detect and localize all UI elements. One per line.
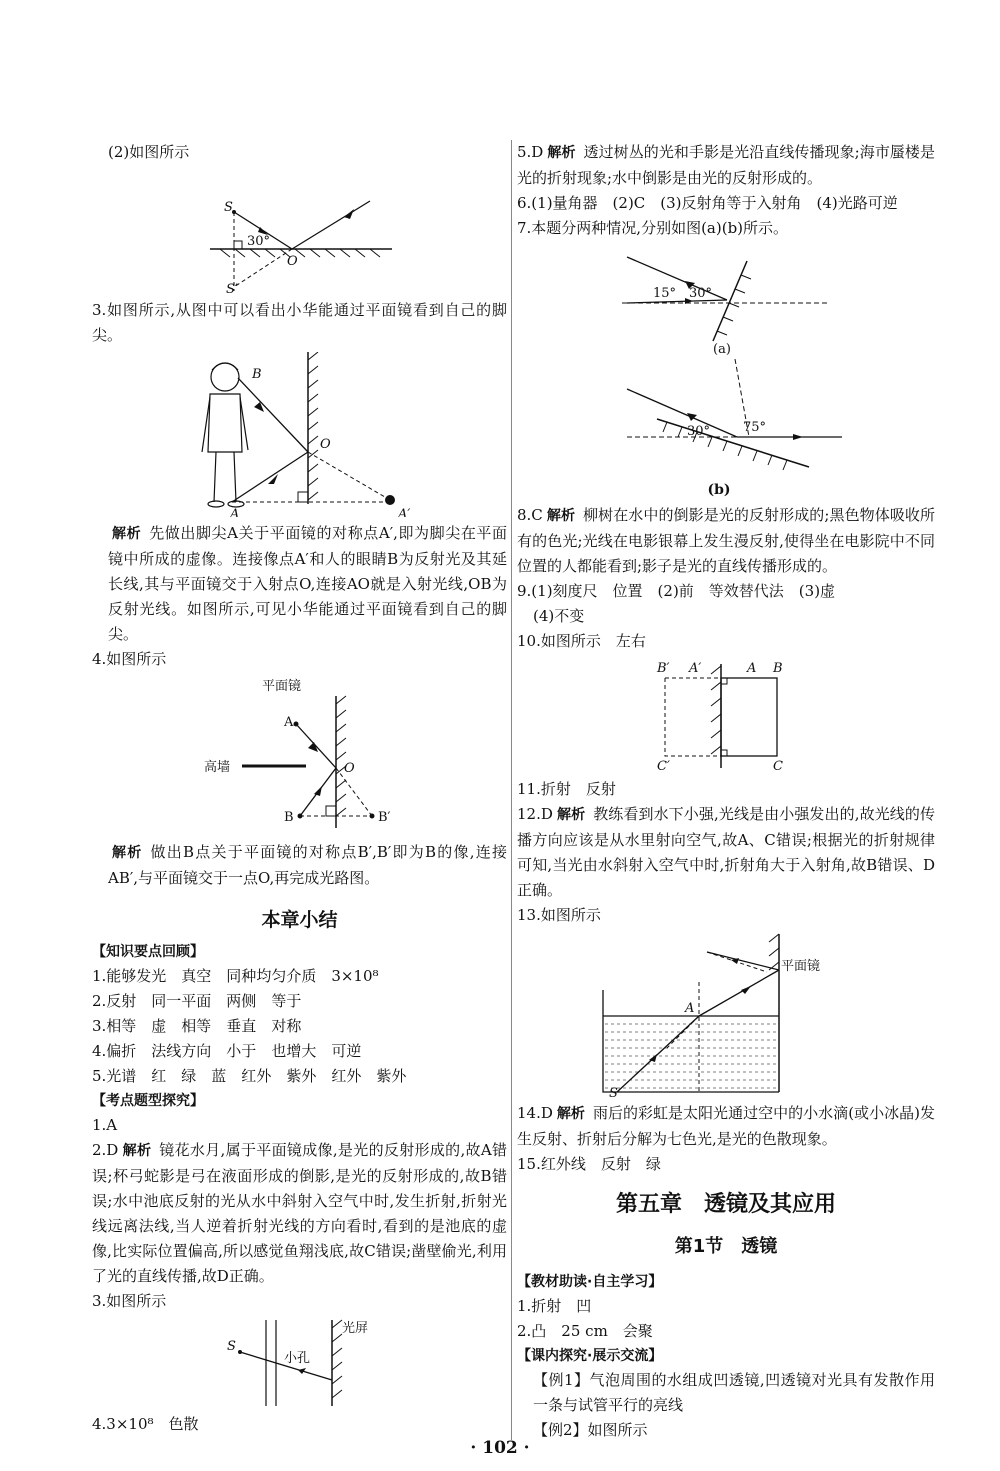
guide-2: 2.凸 25 cm 会聚 xyxy=(517,1322,653,1340)
label-s: S xyxy=(227,1339,236,1354)
example-2: 【例2】如图所示 xyxy=(533,1421,648,1439)
label-mirror: 平面镜 xyxy=(781,959,821,974)
example-1: 【例1】气泡周围的水组成凹透镜,凹透镜对光具有发散作用 一条与试管平行的亮线 xyxy=(533,1371,951,1414)
review-line-4: 4.偏折 法线方向 小于 也增大 可逆 xyxy=(92,1042,362,1060)
review-line-5: 5.光谱 红 绿 蓝 红外 紫外 红外 紫外 xyxy=(92,1067,407,1085)
label-s: S xyxy=(609,1086,618,1097)
figure-13 xyxy=(517,932,935,1097)
label-a-prime: A′ xyxy=(689,661,702,676)
label-o: O xyxy=(344,761,355,776)
figure-pinhole xyxy=(92,1318,507,1408)
explore-4: 4.3×10⁸ 色散 xyxy=(92,1415,199,1433)
review-line-2: 2.反射 同一平面 两侧 等于 xyxy=(92,992,302,1010)
figure-person-mirror xyxy=(92,352,507,517)
label-c: C xyxy=(773,759,783,773)
explore-2: 2.D 解析 镜花水月,属于平面镜成像,是光的反射形成的,故A错误;杯弓蛇影是弓在液面形成的倒影,是光的反射形成的,故B错误;水中池底反射的光从水中斜射入空气中时,发生折射,折射光线远离法线,当人逆着折射光线的方向看时,看到的是池底的虚像,比实际位置偏高,所以感觉鱼翔浅底,故C错误;凿壁偷光,利用了光的直线传播,故D正确。 xyxy=(92,1141,508,1285)
explore-header: 【考点题型探究】 xyxy=(92,1093,204,1109)
item3: 3.如图所示,从图中可以看出小华能通过平面镜看到自己的脚尖。 xyxy=(92,301,507,344)
label-b-prime: B′ xyxy=(378,810,391,825)
label-o: O xyxy=(287,254,298,269)
page-number: · 102 · xyxy=(470,1438,530,1458)
label-s: S xyxy=(224,200,233,215)
left-column xyxy=(92,140,507,1437)
review-line-3: 3.相等 虚 相等 垂直 对称 xyxy=(92,1017,302,1035)
label-mirror: 平面镜 xyxy=(262,679,302,694)
answer-11: 11.折射 反射 xyxy=(517,780,616,798)
label-b: B xyxy=(284,810,294,825)
caption-a: (a) xyxy=(713,342,731,355)
label-c-prime: C′ xyxy=(657,759,670,773)
answer-9b: (4)不变 xyxy=(533,607,585,625)
label-hole: 小孔 xyxy=(284,1351,311,1366)
answer-5: 5.D 解析 透过树丛的光和手影是光沿直线传播现象;海市蜃楼是光的折射现象;水中倒影是由光的反射形成的。 xyxy=(517,143,935,187)
guide-1: 1.折射 凹 xyxy=(517,1297,592,1315)
item4: 4.如图所示 xyxy=(92,650,167,668)
label-o: O xyxy=(320,437,331,452)
label-s-prime: S′ xyxy=(226,282,238,294)
answer-7: 7.本题分两种情况,分别如图(a)(b)所示。 xyxy=(517,219,789,237)
answer-13: 13.如图所示 xyxy=(517,906,601,924)
figure-7a xyxy=(517,245,935,355)
explore-3: 3.如图所示 xyxy=(92,1292,167,1310)
chapter-title: 第五章 透镜及其应用 xyxy=(615,1192,836,1217)
item2-2: (2)如图所示 xyxy=(108,143,190,161)
answer-15: 15.红外线 反射 绿 xyxy=(517,1155,661,1173)
answer-9: 9.(1)刻度尺 位置 (2)前 等效替代法 (3)虚 xyxy=(517,582,836,600)
label-b-prime: B′ xyxy=(657,661,670,676)
label-wall: 高墙 xyxy=(204,760,231,775)
label-angle-15: 15° xyxy=(653,286,677,301)
explore-1: 1.A xyxy=(92,1116,118,1134)
summary-title: 本章小结 xyxy=(261,909,338,931)
answer-6: 6.(1)量角器 (2)C (3)反射角等于入射角 (4)光路可逆 xyxy=(517,194,898,212)
answer-8: 8.C 解析 柳树在水中的倒影是光的反射形成的;黑色物体吸收所有的色光;光线在电影银幕上发生漫反射,使得坐在电影院中不同位置的人都能看到;影子是光的直线传播形成的。 xyxy=(517,506,935,575)
column-divider xyxy=(511,140,512,1440)
label-b: B xyxy=(773,661,783,676)
item3-analysis: 解析 先做出脚尖A关于平面镜的对称点A′,即为脚尖在平面镜中所成的虚像。连接像点A′和人的眼睛B为反射光及其延长线,其与平面镜交于入射点O,连接AO就是入射光线,OB为反射光线。如图所示,可见小华能通过平面镜看到自己的脚尖。 xyxy=(108,524,508,643)
figure-7b xyxy=(517,359,935,474)
person-icon xyxy=(202,363,248,507)
answer-14: 14.D 解析 雨后的彩虹是太阳光通过空中的小水滴(或小冰晶)发生反射、折射后分解为七色光,是光的色散现象。 xyxy=(517,1104,935,1148)
figure-reflection-s xyxy=(92,169,507,294)
figure-wall-mirror xyxy=(92,676,507,836)
label-a: A xyxy=(230,507,240,517)
label-a: A xyxy=(284,715,294,730)
label-screen: 光屏 xyxy=(342,1321,369,1336)
label-b: B xyxy=(252,367,262,382)
answer-10: 10.如图所示 左右 xyxy=(517,632,646,650)
label-a-prime: A′ xyxy=(398,507,411,517)
figure-10 xyxy=(517,658,935,773)
class-header: 【课内探究·展示交流】 xyxy=(517,1348,663,1364)
review-header: 【知识要点回顾】 xyxy=(92,944,204,960)
label-angle-30: 30° xyxy=(689,286,713,301)
label-a: A xyxy=(747,661,757,676)
review-line-1: 1.能够发光 真空 同种均匀介质 3×10⁸ xyxy=(92,967,379,985)
label-a: A xyxy=(685,1001,695,1016)
guide-header: 【教材助读·自主学习】 xyxy=(517,1274,663,1290)
label-angle-75: 75° xyxy=(743,420,767,435)
right-column xyxy=(517,140,951,1443)
caption-b: (b) xyxy=(707,482,731,498)
answer-12: 12.D 解析 教练看到水下小强,光线是由小强发出的,故光线的传播方向应该是从水里射向空气,故A、C错误;根据光的折射规律可知,当光由水斜射入空气中时,折射角大于入射角,故B错误、D正确。 xyxy=(517,805,935,899)
item4-analysis: 解析 做出B点关于平面镜的对称点B′,B′即为B的像,连接AB′,与平面镜交于一点O,再完成光路图。 xyxy=(108,843,507,887)
label-angle-30: 30° xyxy=(687,424,711,439)
lesson-title: 第1节 透镜 xyxy=(674,1236,778,1257)
label-angle: 30° xyxy=(247,234,271,249)
